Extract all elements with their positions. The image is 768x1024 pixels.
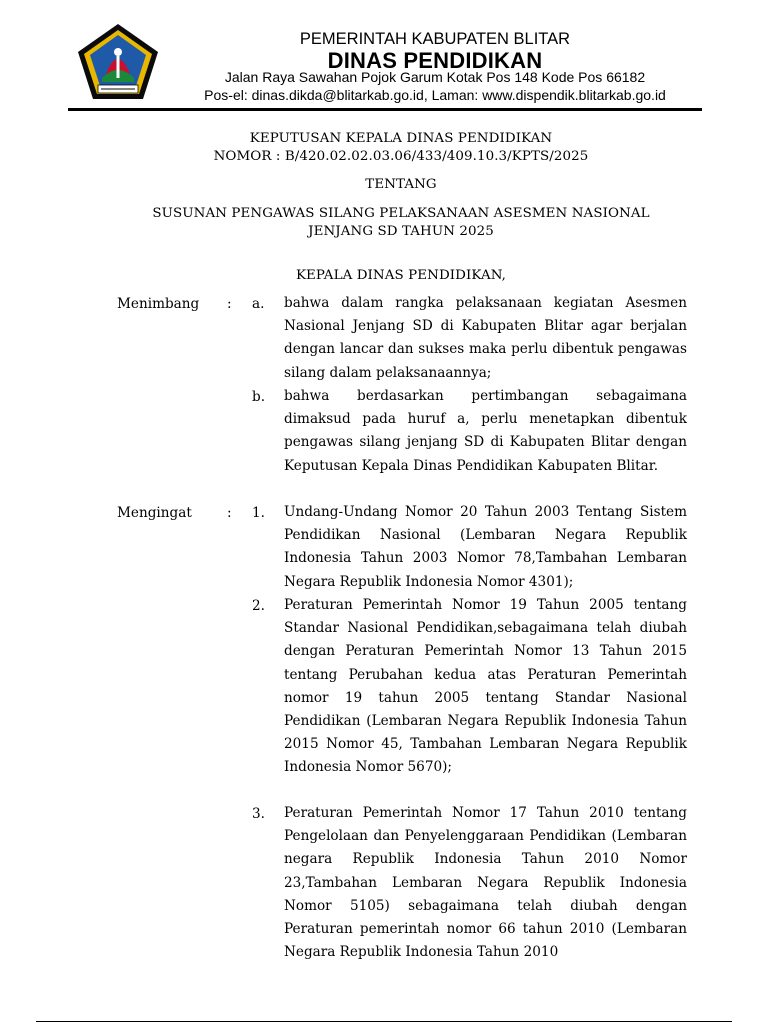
office-address: Jalan Raya Sawahan Pojok Garum Kotak Pos 148 Kode Pos 66182 (224, 69, 646, 85)
mengingat-item-2: Peraturan Pemerintah Nomor 19 Tahun 2005 tentang Standar Nasional Pendidikan,sebagaimana telah diubah dengan Peraturan Pemerintah Nomor 13 Tahun 2015 tentang Perubahan kedua atas Peraturan Pemerintah nomor 19 tahun 2005 tentang Standar Nasional Pendidikan (Lembaran Negara Republik Indonesia Tahun 2015 Nomor 45, Tambahan Lembaran Negara Republik Indonesia Nomor 5670); (284, 597, 687, 776)
mengingat-label: Mengingat (117, 505, 192, 521)
menimbang-marker-a: a. (252, 296, 265, 312)
decree-issuer: KEPALA DINAS PENDIDIKAN, (295, 268, 507, 283)
regency-emblem-icon (76, 22, 160, 102)
decree-number: NOMOR : B/420.02.02.03.06/433/409.10.3/KPTS/2025 (213, 149, 589, 164)
decree-subject-line-1: SUSUNAN PENGAWAS SILANG PELAKSANAAN ASESMEN NASIONAL (152, 206, 650, 221)
mengingat-item-3: Peraturan Pemerintah Nomor 17 Tahun 2010 tentang Pengelolaan dan Penyelenggaraan Pendidikan (Lembaran negara Republik Indonesia Tahun 2010 Nomor 23,Tambahan Lembaran Negara Republik Indonesia Nomor 5105) sebagaimana telah diubah dengan Peraturan pemerintah nomor 66 tahun 2010 (Lembaran Negara Republik Indonesia Tahun 2010 (284, 805, 687, 961)
menimbang-item-b: bahwa berdasarkan pertimbangan sebagaimana dimaksud pada huruf a, perlu menetapkan dibentuk pengawas silang jenjang SD di Kabupaten Blitar dengan Keputusan Kepala Dinas Pendidikan Kabupaten Blitar. (284, 388, 687, 474)
office-name: DINAS PENDIDIKAN (327, 48, 543, 73)
letterhead (0, 0, 768, 112)
mengingat-item-1: Undang-Undang Nomor 20 Tahun 2003 Tentang Sistem Pendidikan Nasional (Lembaran Negara Republik Indonesia Tahun 2003 Nomor 78,Tambahan Lembaran Negara Republik Indonesia Nomor 4301); (284, 504, 687, 590)
page-bottom-edge (36, 1021, 732, 1022)
menimbang-item-a: bahwa dalam rangka pelaksanaan kegiatan Asesmen Nasional Jenjang SD di Kabupaten Blitar agar berjalan dengan lancar dan sukses maka perlu dibentuk pengawas silang dalam pelaksanaannya; (284, 295, 687, 381)
mengingat-marker-2: 2. (252, 598, 265, 614)
letterhead-divider (68, 108, 702, 111)
mengingat-colon: : (227, 505, 232, 521)
mengingat-marker-3: 3. (252, 806, 265, 822)
menimbang-marker-b: b. (252, 389, 266, 405)
government-name: PEMERINTAH KABUPATEN BLITAR (299, 30, 571, 48)
about-label: TENTANG (365, 177, 437, 192)
menimbang-colon: : (227, 296, 232, 312)
decree-title: KEPUTUSAN KEPALA DINAS PENDIDIKAN (249, 131, 553, 146)
mengingat-marker-1: 1. (252, 505, 265, 521)
menimbang-label: Menimbang (117, 296, 200, 312)
office-contact: Pos-el: dinas.dikda@blitarkab.go.id, Laman: www.dispendik.blitarkab.go.id (204, 87, 666, 103)
decree-subject-line-2: JENJANG SD TAHUN 2025 (308, 224, 494, 239)
